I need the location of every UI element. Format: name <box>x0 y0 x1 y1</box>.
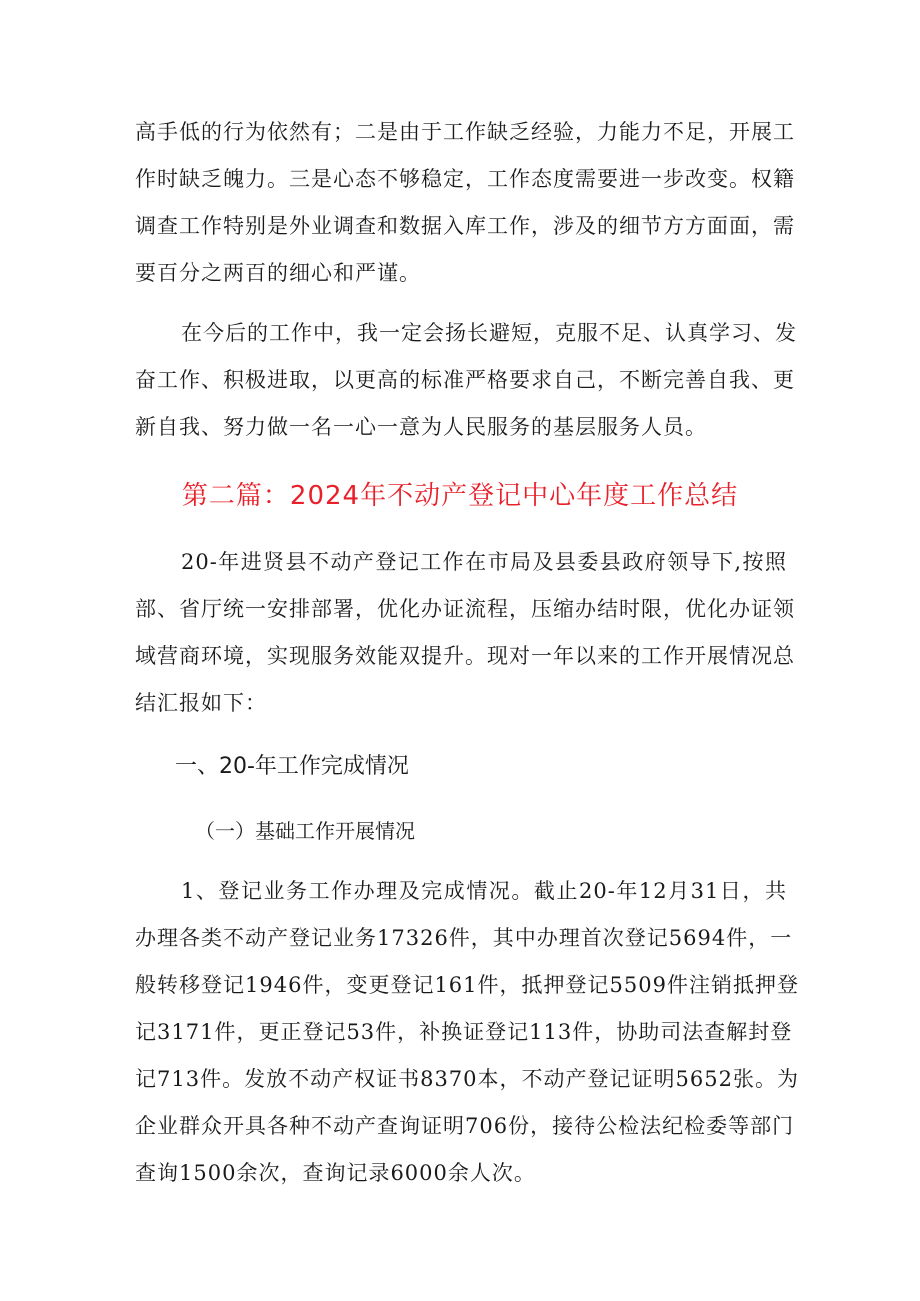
text-line: 查询1500余次，查询记录6000余人次。 <box>135 1161 536 1185</box>
text-line: 新自我、努力做一名一心一意为人民服务的基层服务人员。 <box>135 415 707 439</box>
text-line: 在今后的工作中，我一定会扬长避短，克服不足、认真学习、发 <box>181 321 797 345</box>
text-line: 域营商环境，实现服务效能双提升。现对一年以来的工作开展情况总 <box>135 644 795 668</box>
text-line: 企业群众开具各种不动产查询证明706份，接待公检法纪检委等部门 <box>135 1114 795 1138</box>
section-heading: 一、20-年工作完成情况 <box>175 754 409 779</box>
text-line: 作时缺乏魄力。三是心态不够稳定，工作态度需要进一步改变。权籍 <box>135 167 795 191</box>
text-line: 奋工作、积极进取，以更高的标准严格要求自己，不断完善自我、更 <box>135 368 795 392</box>
text-line: 要百分之两百的细心和严谨。 <box>135 261 421 285</box>
text-line: 20-年进贤县不动产登记工作在市局及县委县政府领导下,按照 <box>181 550 787 574</box>
text-line: 办理各类不动产登记业务17326件，其中办理首次登记5694件，一 <box>135 926 793 950</box>
subsection-heading: （一）基础工作开展情况 <box>195 819 415 843</box>
text-line: 高手低的行为依然有；二是由于工作缺乏经验，力能力不足，开展工 <box>135 120 795 144</box>
text-line: 1、登记业务工作办理及完成情况。截止20-年12月31日，共 <box>181 879 787 903</box>
text-line: 记713件。发放不动产权证书8370本，不动产登记证明5652张。为 <box>135 1067 799 1091</box>
text-line: 记3171件，更正登记53件，补换证登记113件，协助司法查解封登 <box>135 1020 793 1044</box>
chapter-title: 第二篇：2024年不动产登记中心年度工作总结 <box>181 481 739 511</box>
text-line: 调查工作特别是外业调查和数据入库工作，涉及的细节方方面面，需 <box>135 214 795 238</box>
text-line: 部、省厅统一安排部署，优化办证流程，压缩办结时限，优化办证领 <box>135 597 795 621</box>
text-line: 结汇报如下： <box>135 691 267 715</box>
text-line: 般转移登记1946件，变更登记161件，抵押登记5509件注销抵押登 <box>135 973 799 997</box>
